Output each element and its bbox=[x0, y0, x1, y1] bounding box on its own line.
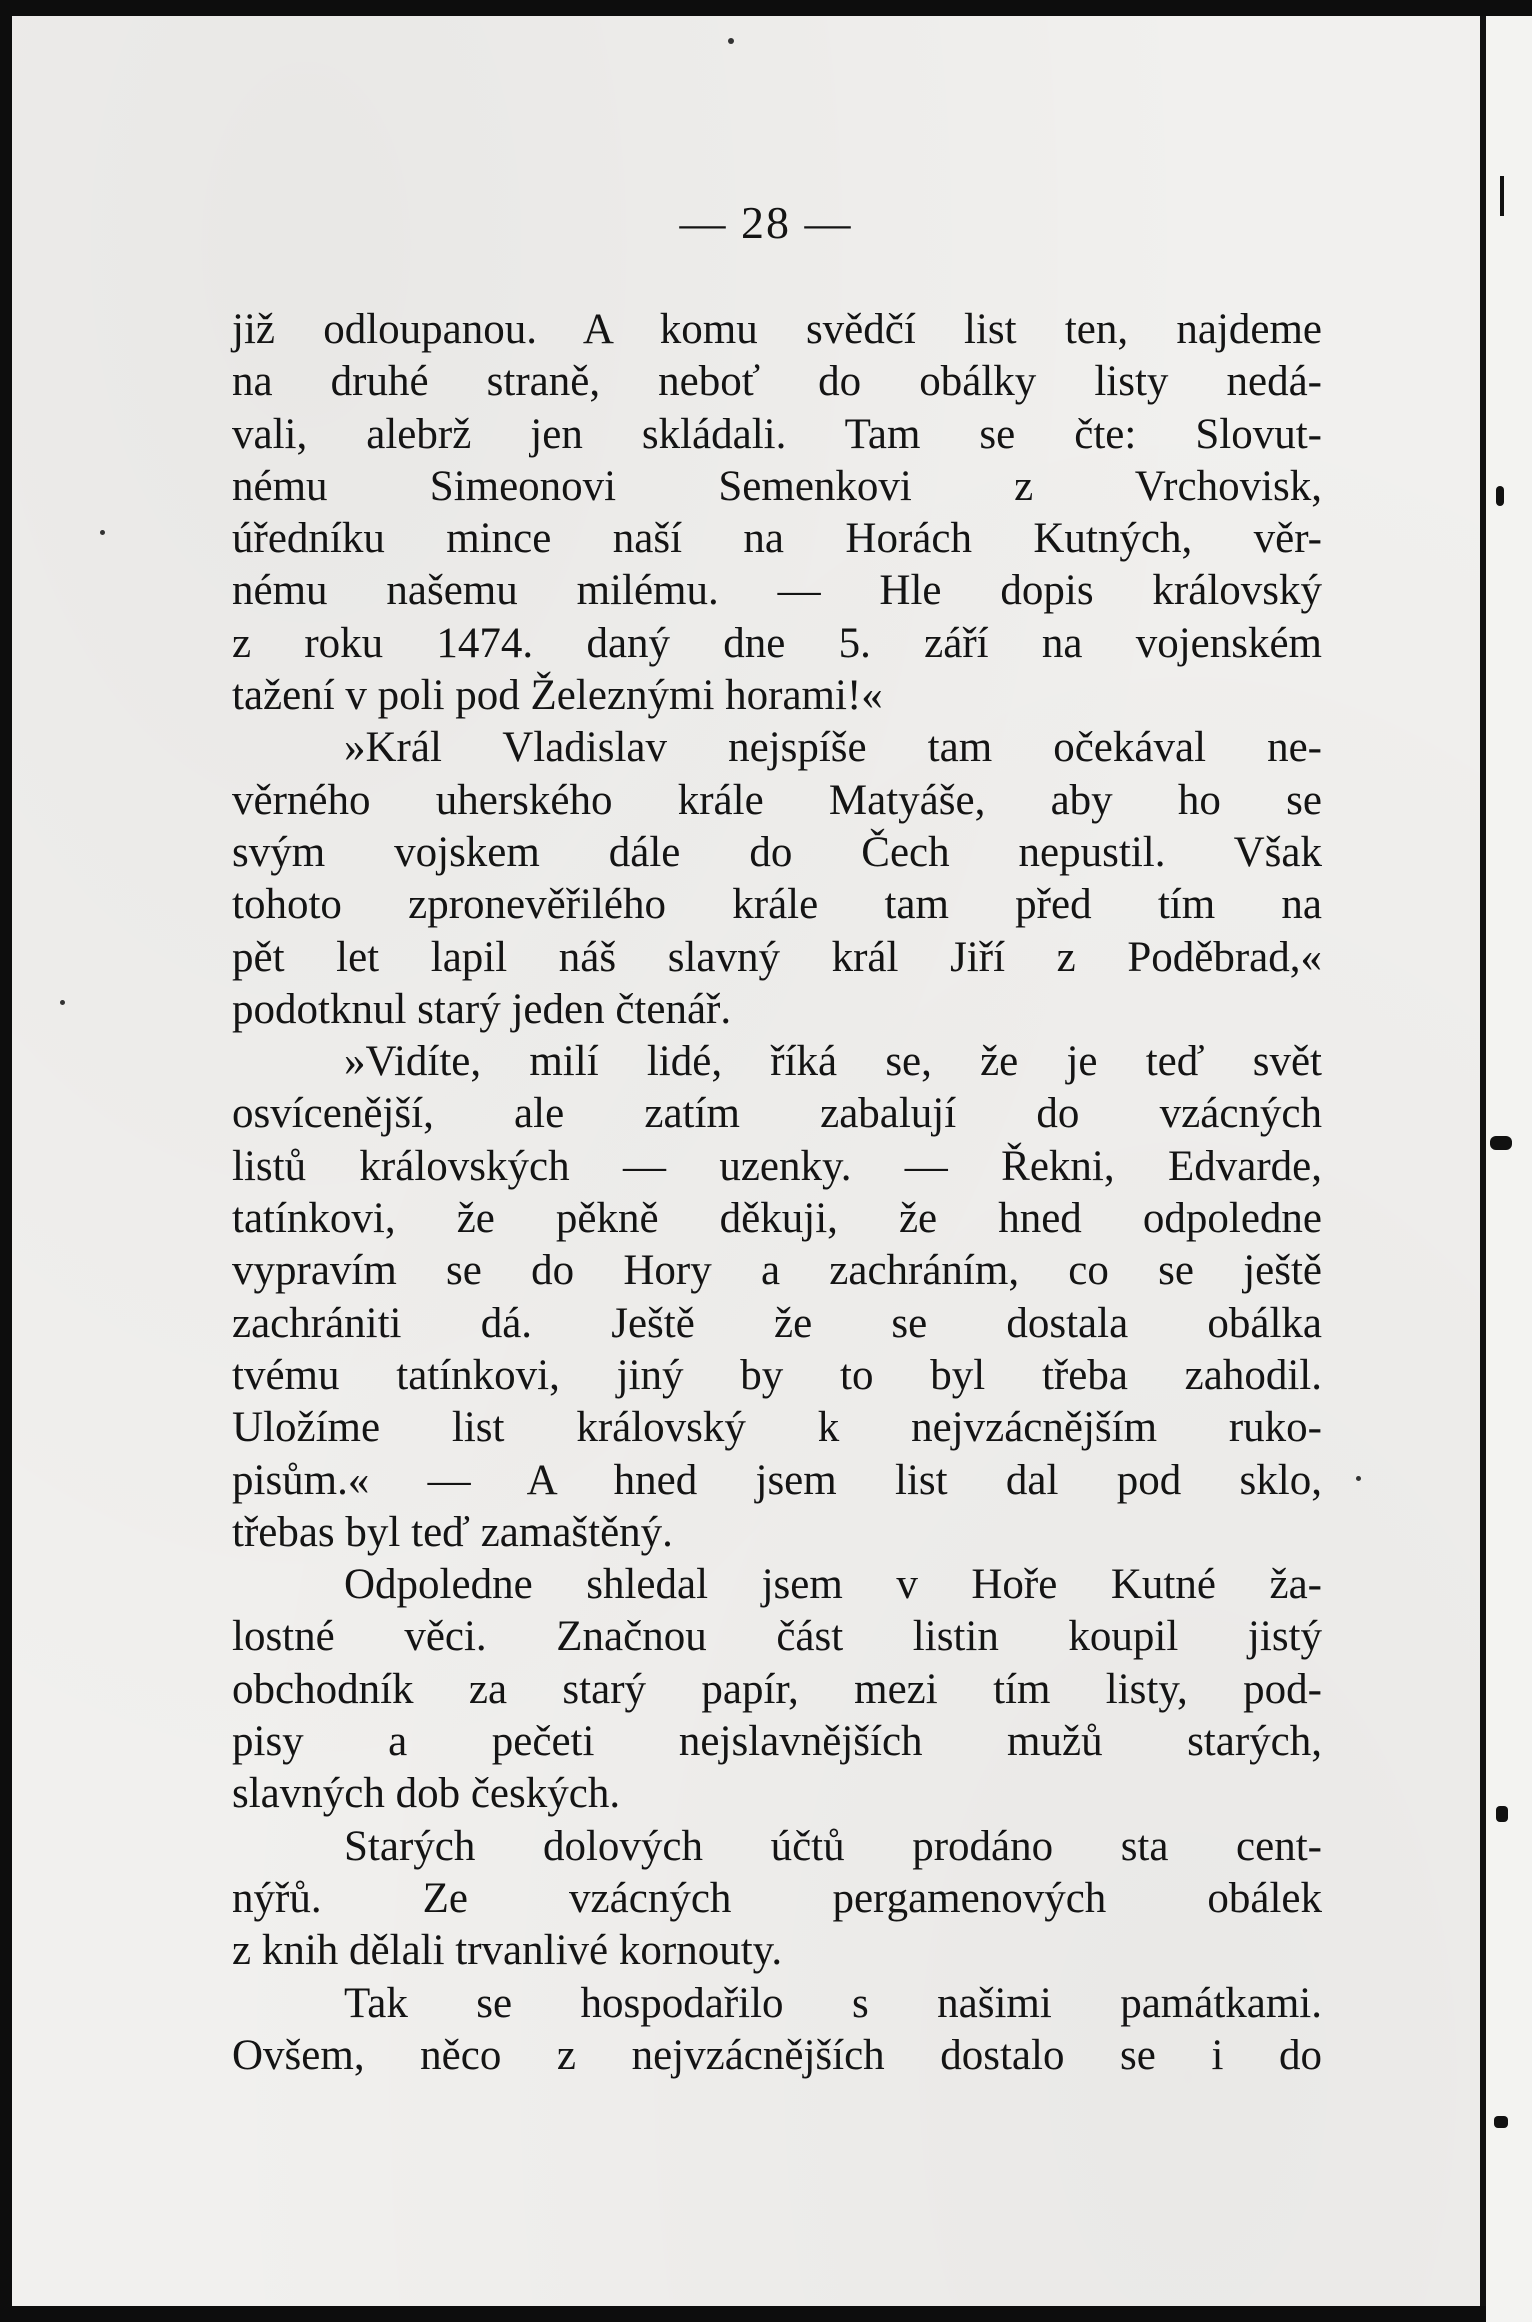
text-line: Starých dolových účtů prodáno sta cent- bbox=[344, 1822, 1322, 1870]
text-line: úředníku mince naší na Horách Kutných, věr- bbox=[232, 515, 1322, 563]
text-line: tatínkovi, že pěkně děkuji, že hned odpoledne bbox=[232, 1195, 1322, 1243]
dust-speck bbox=[1356, 1476, 1361, 1481]
text-line: třebas byl teď zamaštěný. bbox=[232, 1508, 673, 1556]
binding-mark bbox=[1490, 1136, 1512, 1150]
text-line: pisy a pečeti nejslavnějších mužů starých, bbox=[232, 1718, 1322, 1766]
text-line: vypravím se do Hory a zachráním, co se ještě bbox=[232, 1247, 1322, 1295]
text-line: Odpoledne shledal jsem v Hoře Kutné ža- bbox=[344, 1561, 1322, 1609]
page-number: — 28 — bbox=[679, 197, 853, 248]
binding-mark bbox=[1494, 2116, 1508, 2128]
text-line: z roku 1474. daný dne 5. září na vojenském bbox=[232, 619, 1322, 667]
text-line: vali, alebrž jen skládali. Tam se čte: Slovut- bbox=[232, 410, 1322, 458]
text-line: slavných dob českých. bbox=[232, 1770, 621, 1818]
text-line: tažení v poli pod Železnými horami!« bbox=[232, 672, 883, 720]
text-line: nýřů. Ze vzácných pergamenových obálek bbox=[232, 1874, 1322, 1922]
text-line: zachrániti dá. Ještě že se dostala obálka bbox=[232, 1299, 1322, 1347]
text-line: na druhé straně, neboť do obálky listy nedá- bbox=[232, 358, 1322, 406]
text-line: osvícenější, ale zatím zabalují do vzácných bbox=[232, 1090, 1322, 1138]
text-line: pět let lapil náš slavný král Jiří z Poděbrad,« bbox=[232, 933, 1322, 981]
text-line: Uložíme list královský k nejvzácnějším ruko- bbox=[232, 1404, 1322, 1452]
text-line: Ovšem, něco z nejvzácnějších dostalo se i do bbox=[232, 2031, 1322, 2079]
dust-speck bbox=[60, 1000, 65, 1005]
text-line: obchodník za starý papír, mezi tím listy, pod- bbox=[232, 1665, 1322, 1713]
binding-mark bbox=[1496, 1806, 1508, 1822]
text-line: nému Simeonovi Semenkovi z Vrchovisk, bbox=[232, 462, 1322, 510]
dust-speck bbox=[100, 530, 105, 535]
text-line: »Vidíte, milí lidé, říká se, že je teď svět bbox=[344, 1038, 1322, 1086]
text-line: již odloupanou. A komu svědčí list ten, najdeme bbox=[232, 306, 1322, 353]
text-line: »Král Vladislav nejspíše tam očekával ne- bbox=[344, 724, 1322, 772]
text-line: lostné věci. Značnou část listin koupil jistý bbox=[232, 1613, 1322, 1661]
text-line: Tak se hospodařilo s našimi památkami. bbox=[344, 1979, 1322, 2027]
body-text bbox=[232, 304, 1322, 2082]
text-line: svým vojskem dále do Čech nepustil. Však bbox=[232, 828, 1322, 876]
dust-speck bbox=[728, 38, 734, 44]
text-line: věrného uherského krále Matyáše, aby ho se bbox=[232, 776, 1322, 824]
text-line: tohoto zpronevěřilého krále tam před tím na bbox=[232, 881, 1322, 929]
text-line: nému našemu milému. — Hle dopis královský bbox=[232, 567, 1322, 615]
adjacent-page-margin bbox=[1486, 16, 1532, 2322]
text-line: tvému tatínkovi, jiný by to byl třeba zahodil. bbox=[232, 1351, 1322, 1399]
text-line: podotknul starý jeden čtenář. bbox=[232, 985, 732, 1033]
binding-mark bbox=[1496, 486, 1504, 506]
text-line: pisům.« — A hned jsem list dal pod sklo, bbox=[232, 1456, 1322, 1504]
text-line: listů královských — uzenky. — Řekni, Edvarde, bbox=[232, 1142, 1322, 1190]
text-line: z knih dělali trvanlivé kornouty. bbox=[232, 1927, 783, 1975]
